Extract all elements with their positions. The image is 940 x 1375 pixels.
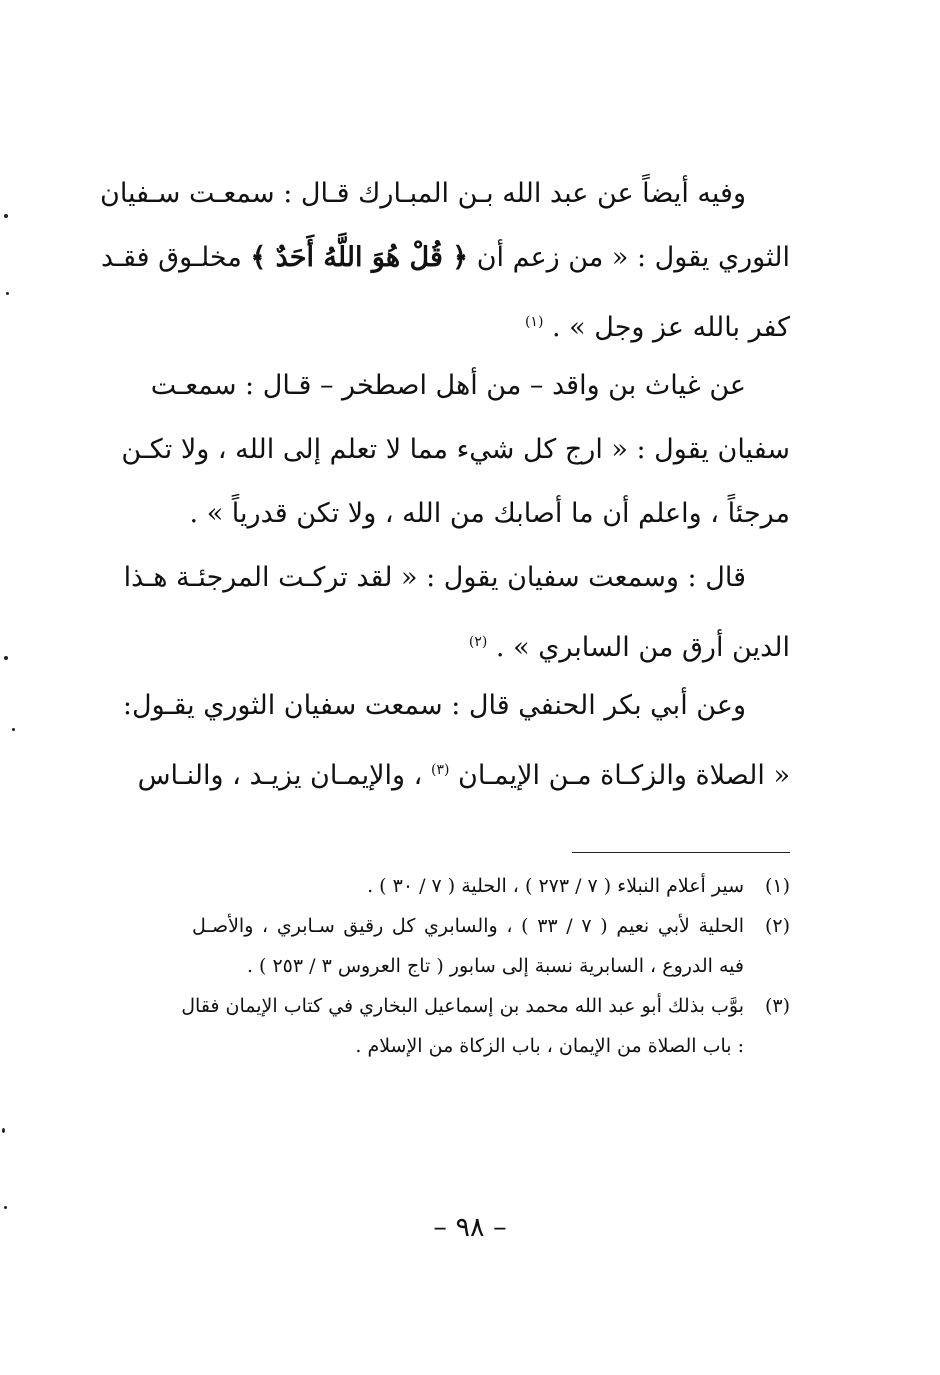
footnotes — [181, 866, 790, 1066]
text-line-2-start: الثوري يقول : « من زعم أن — [476, 242, 790, 273]
text-line-3-text: كفر بالله عز وجل » . — [552, 312, 790, 343]
scan-speck — [4, 214, 8, 218]
text-line-4: عن غياث بن واقد – من أهل اصطخر – قـال : سمعـت — [150, 370, 746, 401]
scan-speck — [6, 292, 9, 295]
footnote-number: (١) — [764, 875, 790, 897]
footnote-line: : باب الصلاة من الإيمان ، باب الزكاة من الإسلام . — [355, 1035, 744, 1057]
text-line-8 — [192, 610, 790, 674]
scan-speck — [2, 1128, 5, 1133]
text-line-2 — [100, 226, 790, 290]
footnote-number: (٢) — [764, 915, 790, 937]
footnote-line: سير أعلام النبلاء ( ٧ / ٢٧٣ ) ، الحلية ( ٧ / ٣٠ ) . — [367, 875, 744, 897]
main-text — [99, 162, 790, 802]
footnote-2 — [192, 906, 790, 986]
footnote-1 — [192, 866, 790, 906]
text-line-7: قال : وسمعت سفيان يقول : « لقد تركـت المرجئـة هـذا — [123, 562, 746, 593]
footnote-3 — [181, 986, 790, 1066]
text-line-10-start: « الصلاة والزكـاة مـن الإيمـان — [458, 760, 790, 791]
footnote-marker-1: (١) — [524, 314, 544, 330]
footnote-line: بوَّب بذلك أبو عبد الله محمد بن إسماعيل البخاري في كتاب الإيمان فقال — [181, 995, 744, 1017]
text-line-5: سفيان يقول : « ارج كل شيء مما لا تعلم إلى الله ، ولا تكـن — [121, 434, 790, 465]
text-line-6: مرجئاً ، واعلم أن ما أصابك من الله ، ولا تكن قدرياً » . — [189, 498, 790, 529]
scan-speck — [12, 728, 15, 731]
text-line-9: وعن أبي بكر الحنفي قال : سمعت سفيان الثوري يقـول: — [122, 690, 746, 721]
footnote-number: (٣) — [764, 995, 790, 1017]
scan-speck — [4, 1206, 7, 1209]
page-number: – ٩٨ – — [433, 1212, 507, 1243]
text-line-8-text: الدين أرق من السابري » . — [495, 632, 790, 663]
footnote-body — [181, 986, 744, 1066]
footnote-line: الحلية لأبي نعيم ( ٧ / ٣٣ ) ، والسابري كل رقيق سـابري ، والأصـل — [192, 915, 745, 937]
quran-verse: ﴿ قُلْ هُوَ اللَّهُ أَحَدٌ ﴾ — [250, 242, 469, 273]
text-line-10 — [137, 738, 790, 802]
footnote-marker-2: (٢) — [468, 634, 488, 650]
footnote-body — [192, 866, 744, 906]
text-line-10-end: ، والإيمـان يزيـد ، والنـاس — [137, 760, 423, 791]
footnote-body — [192, 906, 744, 986]
scan-speck — [4, 656, 8, 660]
text-line-1: وفيه أيضاً عن عبد الله بـن المبـارك قـال : سمعـت سـفيان — [99, 178, 746, 209]
text-line-3 — [192, 290, 790, 354]
footnote-line: فيه الدروع ، السابرية نسبة إلى سابور ( تاج العروس ٣ / ٢٥٣ ) . — [246, 955, 744, 977]
footnote-marker-3: (٣) — [430, 762, 450, 778]
text-line-2-end: مخلـوق فقـد — [100, 242, 242, 273]
footnote-separator — [572, 852, 790, 853]
